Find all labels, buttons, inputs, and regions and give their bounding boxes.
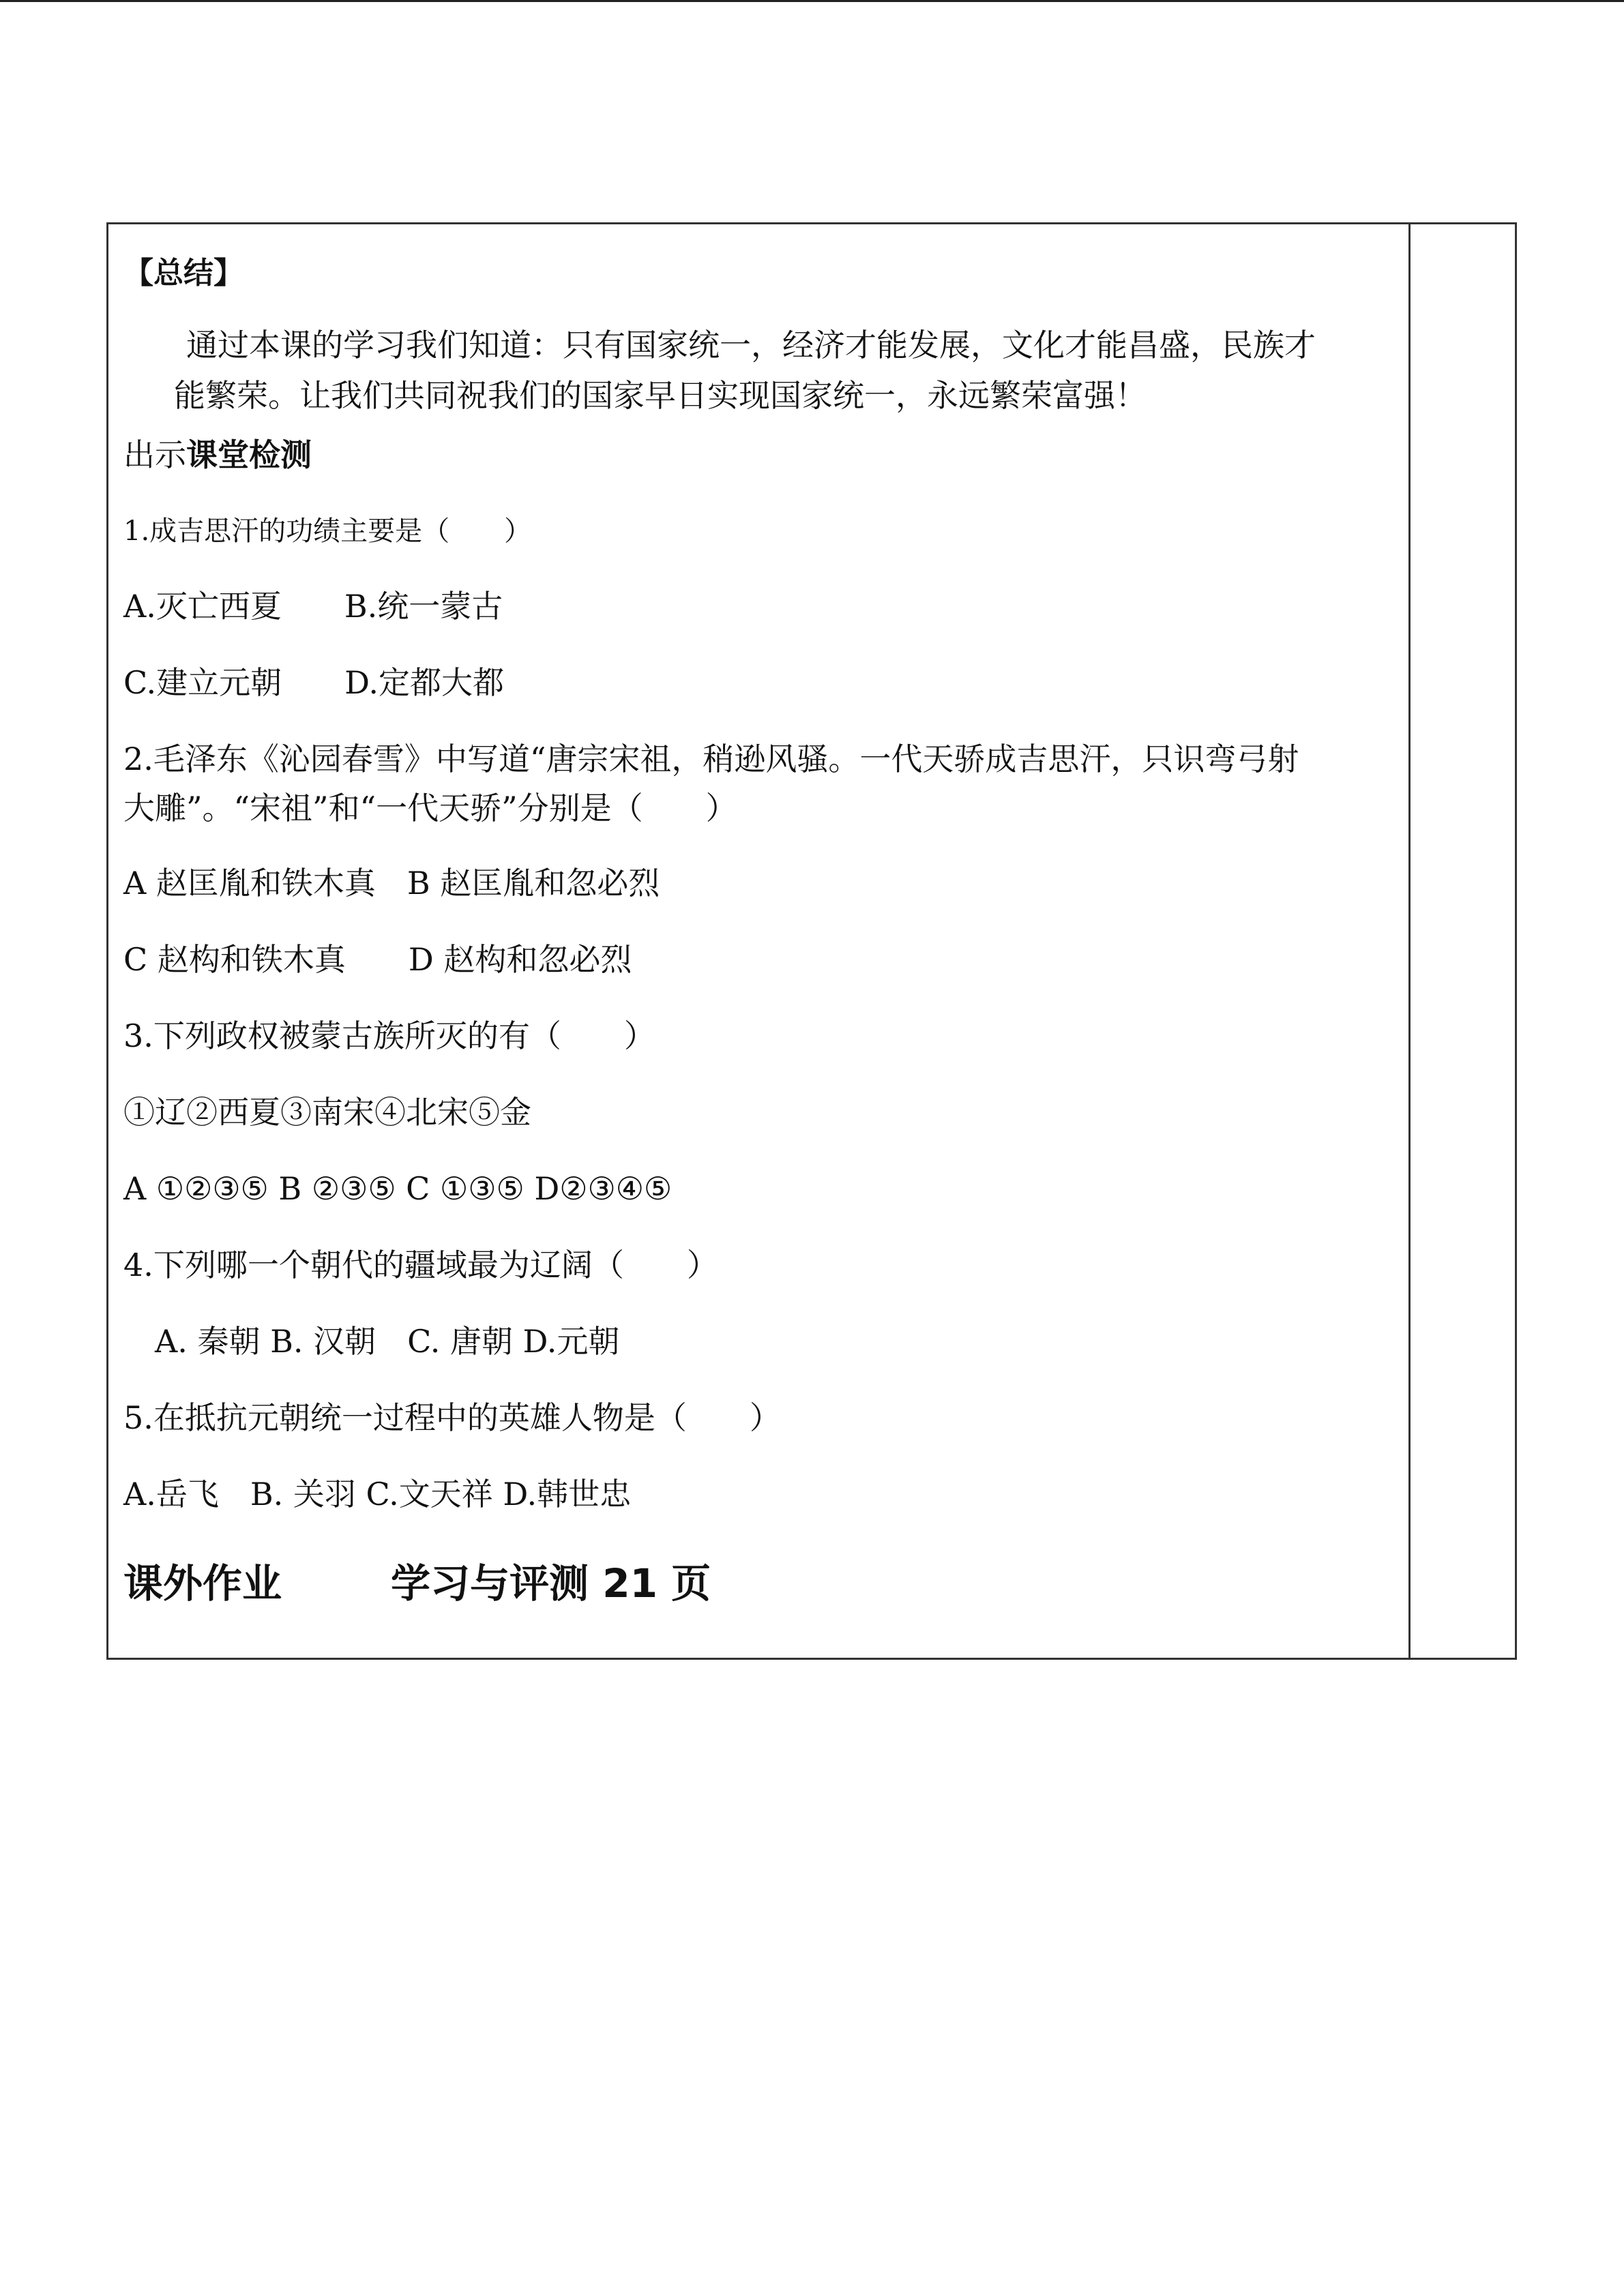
quiz-intro: [123, 436, 312, 474]
question-1-option-row-1: A.灭亡西夏 B.统一蒙古: [123, 588, 503, 625]
lesson-table: [106, 222, 1517, 1660]
question-1-stem: 1.成吉思汗的功绩主要是（ ）: [123, 516, 532, 547]
question-5-option-row: A.岳飞 B. 关羽 C.文天祥 D.韩世忠: [123, 1476, 632, 1512]
question-2-option-row-1: A 赵匡胤和铁木真 B 赵匡胤和忽必烈: [123, 865, 660, 901]
question-2-stem-line-2: 大雕”。“宋祖”和“一代天骄”分别是（ ）: [123, 790, 737, 826]
homework-label: 课外作业: [123, 1560, 282, 1607]
question-5-stem: 5.在抵抗元朝统一过程中的英雄人物是（ ）: [123, 1399, 781, 1436]
homework-line: [123, 1560, 711, 1607]
side-column-divider: [1408, 224, 1411, 1658]
question-4-stem: 4.下列哪一个朝代的疆域最为辽阔（ ）: [123, 1247, 718, 1283]
question-1-option-row-2: C.建立元朝 D.定都大都: [123, 664, 505, 701]
question-4-option-row: A. 秦朝 B. 汉朝 C. 唐朝 D.元朝: [123, 1323, 620, 1360]
question-3-option-row: A ①②③⑤ B ②③⑤ C ①③⑤ D②③④⑤: [123, 1170, 673, 1207]
summary-heading: 【总结】: [123, 256, 243, 290]
question-2-option-row-2: C 赵构和铁木真 D 赵构和忽必烈: [123, 941, 632, 978]
page-top-border: [0, 0, 1624, 2]
question-3-stem: 3.下列政权被蒙古族所灭的有（ ）: [123, 1017, 655, 1054]
summary-paragraph: [123, 320, 1365, 421]
quiz-intro-prefix: 出示: [123, 436, 186, 473]
question-3-items: ①辽②西夏③南宋④北宋⑤金: [123, 1094, 531, 1131]
summary-paragraph-line-1: 通过本课的学习我们知道：只有国家统一，经济才能发展，文化才能昌盛，民族才: [186, 327, 1316, 363]
summary-paragraph-line-2: 能繁荣。让我们共同祝我们的国家早日实现国家统一，永远繁荣富强！: [174, 377, 1147, 414]
quiz-intro-title: 课堂检测: [186, 436, 312, 473]
homework-content: 学习与评测 21 页: [391, 1560, 711, 1607]
question-2-stem-line-1: 2.毛泽东《沁园春雪》中写道“唐宗宋祖，稍逊风骚。一代天骄成吉思汗，只识弯弓射: [123, 741, 1299, 777]
